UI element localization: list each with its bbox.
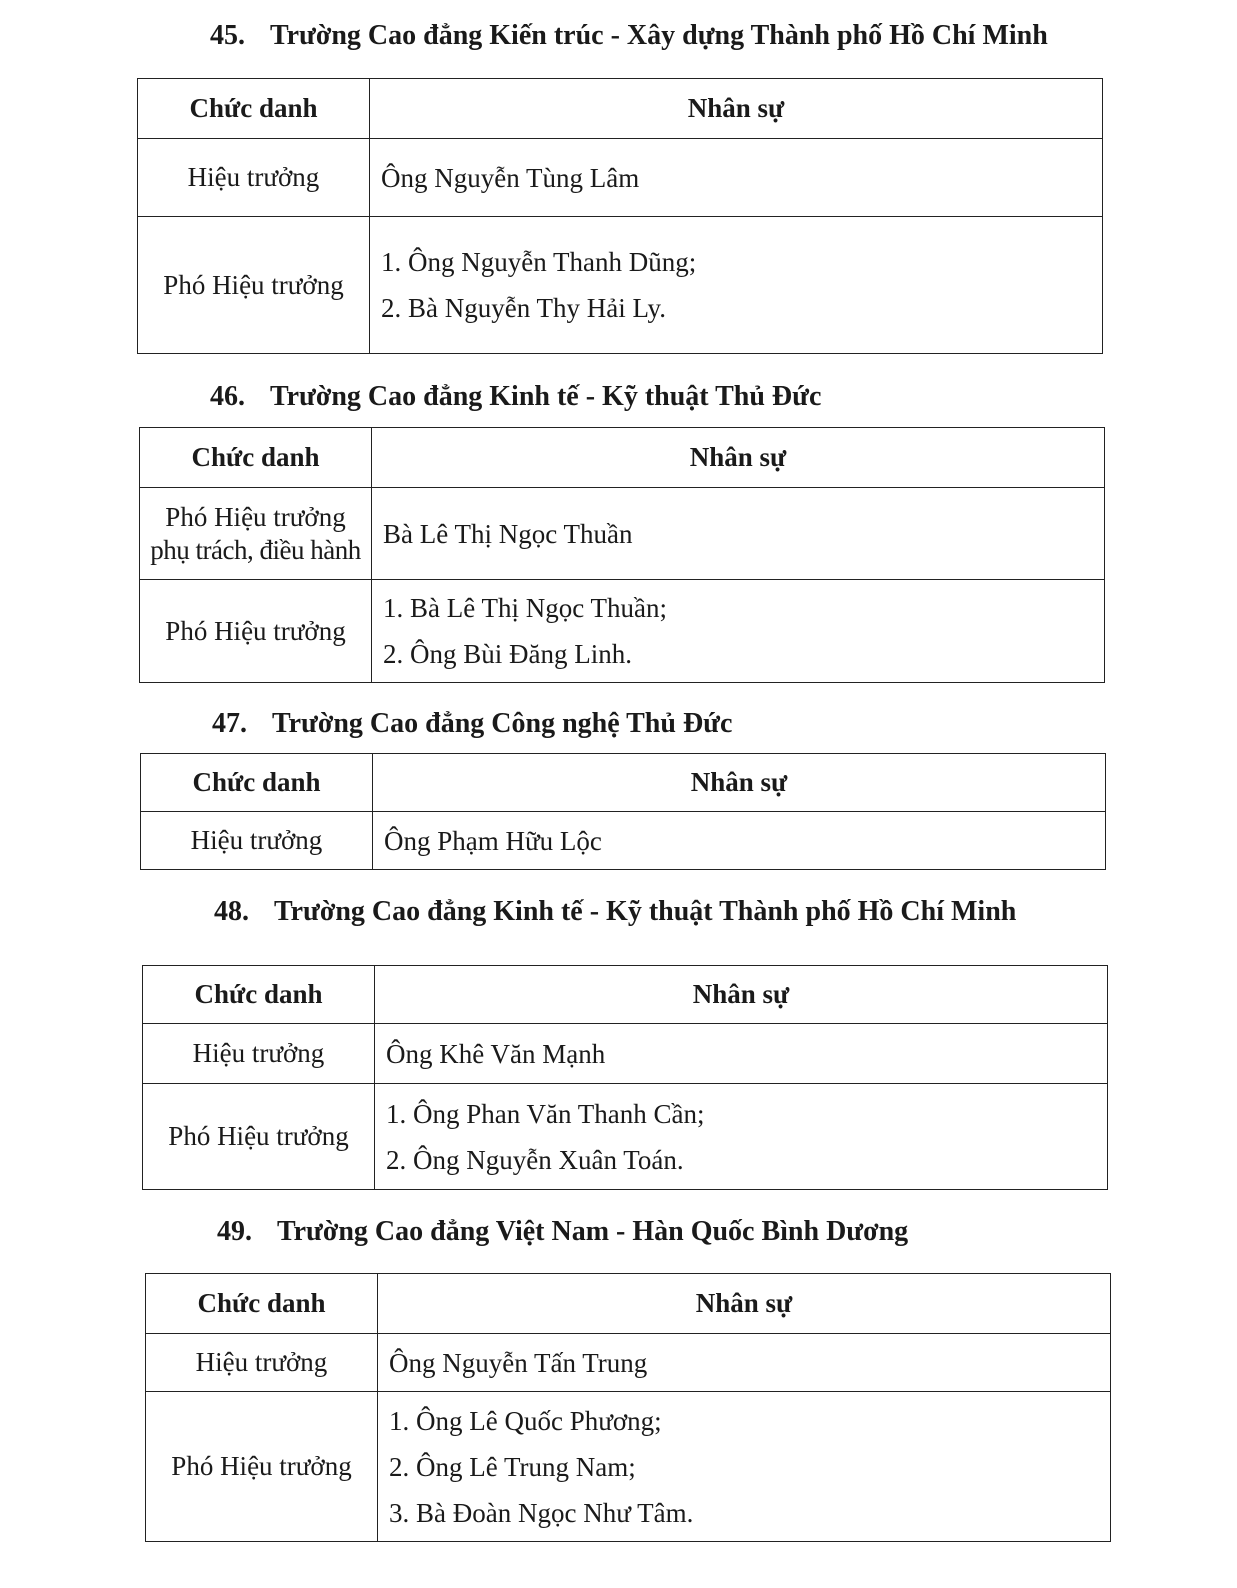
- role-cell: Phó Hiệu trưởng: [143, 1084, 375, 1190]
- header-staff: Nhân sự: [375, 966, 1108, 1024]
- staff-table-48: [142, 965, 1108, 1190]
- section-heading-46: [210, 383, 821, 411]
- header-role: Chức danh: [146, 1274, 378, 1334]
- header-staff: Nhân sự: [370, 79, 1103, 139]
- people-cell: [370, 139, 1103, 217]
- person-name: Ông Khê Văn Mạnh: [386, 1038, 606, 1069]
- header-role: Chức danh: [140, 428, 372, 488]
- section-heading-48: [214, 898, 1016, 926]
- table-header-row: [141, 754, 1106, 812]
- section-title: Trường Cao đẳng Kinh tế - Kỹ thuật Thủ Đức: [270, 381, 822, 412]
- staff-table-49: [145, 1273, 1111, 1542]
- people-cell: [378, 1334, 1111, 1392]
- header-role: Chức danh: [141, 754, 373, 812]
- person-name: 2. Ông Nguyễn Xuân Toán.: [386, 1144, 684, 1175]
- person-name: Ông Nguyễn Tùng Lâm: [381, 162, 640, 193]
- role-line: phụ trách, điều hành: [150, 534, 361, 565]
- staff-table-47: [140, 753, 1106, 870]
- table-row: [141, 812, 1106, 870]
- person-name: 1. Ông Phan Văn Thanh Cần;: [386, 1098, 705, 1129]
- header-role: Chức danh: [143, 966, 375, 1024]
- table-header-row: [140, 428, 1105, 488]
- table-header-row: [146, 1274, 1111, 1334]
- role-line: Phó Hiệu trưởng: [165, 502, 346, 533]
- people-cell: [372, 488, 1105, 580]
- table-row: [143, 1084, 1108, 1190]
- table-header-row: [143, 966, 1108, 1024]
- role-cell: Hiệu trưởng: [146, 1334, 378, 1392]
- person-name: Bà Lê Thị Ngọc Thuần: [383, 518, 633, 549]
- header-role: Chức danh: [138, 79, 370, 139]
- person-name: Ông Nguyễn Tấn Trung: [389, 1347, 648, 1378]
- person-name: 1. Bà Lê Thị Ngọc Thuần;: [383, 593, 667, 623]
- role-cell: Hiệu trưởng: [143, 1024, 375, 1084]
- role-cell: [140, 488, 372, 580]
- person-name: 2. Ông Lê Trung Nam;: [389, 1451, 636, 1482]
- person-name: 2. Ông Bùi Đăng Linh.: [383, 639, 632, 669]
- section-heading-49: [217, 1218, 908, 1246]
- role-cell: Hiệu trưởng: [141, 812, 373, 870]
- role-cell: Phó Hiệu trưởng: [140, 580, 372, 683]
- people-cell: [372, 580, 1105, 683]
- role-cell: Hiệu trưởng: [138, 139, 370, 217]
- section-title: Trường Cao đẳng Kiến trúc - Xây dựng Thành phố Hồ Chí Minh: [270, 20, 1048, 51]
- table-row: [146, 1392, 1111, 1542]
- role-cell: Phó Hiệu trưởng: [146, 1392, 378, 1542]
- table-row: [140, 580, 1105, 683]
- table-header-row: [138, 79, 1103, 139]
- people-cell: [375, 1024, 1108, 1084]
- section-title: Trường Cao đẳng Kinh tế - Kỹ thuật Thành phố Hồ Chí Minh: [274, 896, 1017, 927]
- header-staff: Nhân sự: [373, 754, 1106, 812]
- people-cell: [370, 217, 1103, 354]
- people-cell: [375, 1084, 1108, 1190]
- header-staff: Nhân sự: [378, 1274, 1111, 1334]
- section-title: Trường Cao đẳng Việt Nam - Hàn Quốc Bình Dương: [277, 1216, 909, 1247]
- table-row: [140, 488, 1105, 580]
- people-cell: [378, 1392, 1111, 1542]
- person-name: Ông Phạm Hữu Lộc: [384, 825, 602, 856]
- header-staff: Nhân sự: [372, 428, 1105, 488]
- section-number: 47.: [212, 708, 247, 739]
- staff-table-45: [137, 78, 1103, 354]
- person-name: 2. Bà Nguyễn Thy Hải Ly.: [381, 293, 666, 323]
- people-cell: [373, 812, 1106, 870]
- section-heading-47: [212, 710, 732, 738]
- section-number: 46.: [210, 381, 245, 412]
- person-name: 1. Ông Lê Quốc Phương;: [389, 1405, 662, 1436]
- table-row: [138, 217, 1103, 354]
- section-number: 45.: [210, 20, 245, 51]
- person-name: 3. Bà Đoàn Ngọc Như Tâm.: [389, 1497, 694, 1528]
- section-number: 48.: [214, 896, 249, 927]
- section-heading-45: [210, 22, 1048, 50]
- table-row: [143, 1024, 1108, 1084]
- person-name: 1. Ông Nguyễn Thanh Dũng;: [381, 247, 697, 277]
- table-row: [146, 1334, 1111, 1392]
- section-number: 49.: [217, 1216, 252, 1247]
- section-title: Trường Cao đẳng Công nghệ Thủ Đức: [272, 708, 733, 739]
- table-row: [138, 139, 1103, 217]
- staff-table-46: [139, 427, 1105, 683]
- role-cell: Phó Hiệu trưởng: [138, 217, 370, 354]
